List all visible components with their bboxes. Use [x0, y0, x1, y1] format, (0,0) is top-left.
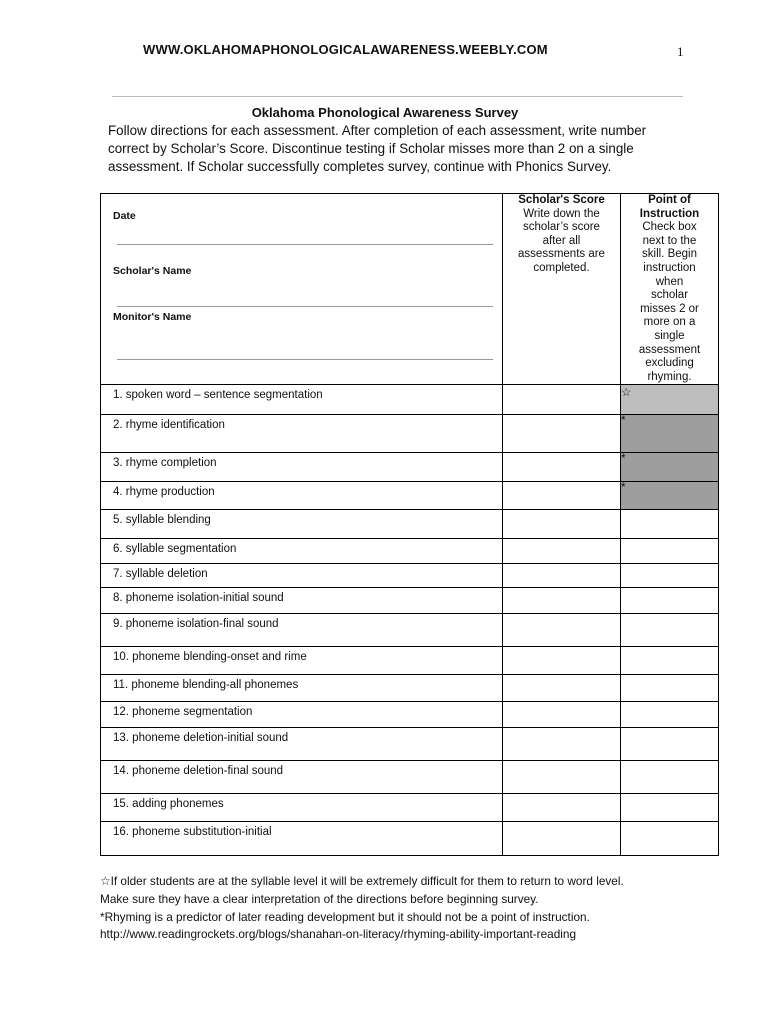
score-cell[interactable]: [503, 822, 621, 856]
poi-checkbox-cell[interactable]: [621, 588, 719, 614]
table-row: [101, 482, 719, 510]
asterisk-mark: *: [621, 415, 626, 428]
header-url: WWW.OKLAHOMAPHONOLOGICALAWARENESS.WEEBLY.COM: [143, 42, 548, 57]
table-row: [101, 588, 719, 614]
monitor-name-label: Monitor's Name: [113, 311, 192, 323]
table-row: [101, 822, 719, 856]
table-row: [101, 728, 719, 761]
score-cell[interactable]: [503, 385, 621, 415]
footnote-asterisk: *Rhyming is a predictor of later reading development but it should not be a point of instruction.: [100, 909, 590, 924]
skill-label: 11. phoneme blending-all phonemes: [101, 675, 503, 702]
skill-label: 9. phoneme isolation-final sound: [101, 614, 503, 647]
skill-label: 14. phoneme deletion-final sound: [101, 761, 503, 794]
table-row: [101, 510, 719, 539]
skill-label: 13. phoneme deletion-initial sound: [101, 728, 503, 761]
score-instruction-line: completed.: [533, 261, 590, 274]
score-cell[interactable]: [503, 614, 621, 647]
poi-instruction-line: next to the: [642, 234, 697, 247]
skill-label: 6. syllable segmentation: [101, 539, 503, 564]
scholar-info-cell: [101, 194, 503, 385]
header-divider: [112, 96, 683, 97]
skill-label: 1. spoken word – sentence segmentation: [101, 385, 503, 415]
poi-checkbox-cell[interactable]: [621, 539, 719, 564]
footnotes: [100, 873, 740, 944]
instructions-line: Follow directions for each assessment. After completion of each assessment, write number: [108, 123, 647, 138]
table-row: [101, 647, 719, 675]
score-cell[interactable]: [503, 794, 621, 822]
poi-instruction-line: more on a: [643, 316, 696, 329]
score-cell[interactable]: [503, 564, 621, 588]
score-instruction-line: after all: [542, 234, 581, 247]
poi-instruction-line: skill. Begin: [642, 248, 697, 261]
star-icon: ☆: [621, 387, 632, 400]
point-of-instruction-header: [621, 194, 719, 385]
skill-label: 12. phoneme segmentation: [101, 702, 503, 728]
poi-instruction-line: scholar: [650, 289, 689, 302]
poi-checkbox-cell[interactable]: [621, 510, 719, 539]
score-cell[interactable]: [503, 647, 621, 675]
asterisk-mark: *: [621, 453, 626, 466]
skill-label: 2. rhyme identification: [101, 415, 503, 453]
poi-instruction-line: when: [655, 275, 684, 288]
skill-label: 16. phoneme substitution-initial: [101, 822, 503, 856]
skill-label: 8. phoneme isolation-initial sound: [101, 588, 503, 614]
table-header-row: [101, 194, 719, 385]
score-instruction-line: Write down the: [523, 207, 600, 220]
poi-instruction-line: misses 2 or: [640, 302, 699, 315]
poi-checkbox-cell[interactable]: [621, 415, 719, 453]
instructions-line: correct by Scholar’s Score. Discontinue testing if Scholar misses more than 2 on a single: [108, 141, 634, 156]
score-cell[interactable]: [503, 510, 621, 539]
skill-label: 4. rhyme production: [101, 482, 503, 510]
poi-checkbox-cell[interactable]: [621, 385, 719, 415]
poi-checkbox-cell[interactable]: [621, 564, 719, 588]
score-cell[interactable]: [503, 675, 621, 702]
poi-title-line: Instruction: [639, 207, 700, 220]
poi-checkbox-cell[interactable]: [621, 614, 719, 647]
table-row: [101, 539, 719, 564]
skill-label: 3. rhyme completion: [101, 453, 503, 482]
table-row: [101, 415, 719, 453]
score-cell[interactable]: [503, 453, 621, 482]
date-label: Date: [113, 210, 136, 222]
page-number: 1: [677, 44, 684, 59]
score-instruction-line: scholar’s score: [523, 221, 600, 234]
poi-instruction-line: rhyming.: [647, 370, 692, 383]
poi-checkbox-cell[interactable]: [621, 647, 719, 675]
skill-label: 7. syllable deletion: [101, 564, 503, 588]
poi-checkbox-cell[interactable]: [621, 761, 719, 794]
score-instruction-line: assessments are: [518, 248, 605, 261]
poi-checkbox-cell[interactable]: [621, 822, 719, 856]
score-cell[interactable]: [503, 588, 621, 614]
scholar-name-label: Scholar's Name: [113, 265, 192, 277]
footnote-star-continued: Make sure they have a clear interpretation of the directions before beginning survey.: [100, 891, 539, 906]
poi-instruction-line: Check box: [642, 221, 697, 234]
scholar-score-header: [503, 194, 621, 385]
table-row: [101, 702, 719, 728]
table-row: [101, 794, 719, 822]
score-cell[interactable]: [503, 761, 621, 794]
score-cell[interactable]: [503, 482, 621, 510]
poi-instruction-line: single: [654, 329, 685, 342]
reference-link[interactable]: http://www.readingrockets.org/blogs/shanahan-on-literacy/rhyming-ability-important-reading: [100, 927, 577, 942]
poi-checkbox-cell[interactable]: [621, 794, 719, 822]
poi-instruction-line: instruction: [643, 261, 696, 274]
skill-label: 15. adding phonemes: [101, 794, 503, 822]
table-row: [101, 761, 719, 794]
table-row: [101, 675, 719, 702]
date-field[interactable]: [117, 244, 493, 245]
table-row: [101, 614, 719, 647]
poi-checkbox-cell[interactable]: [621, 453, 719, 482]
poi-checkbox-cell[interactable]: [621, 702, 719, 728]
monitor-name-field[interactable]: [117, 359, 493, 360]
poi-instruction-line: assessment: [638, 343, 701, 356]
poi-title-line: Point of: [648, 194, 691, 206]
score-cell[interactable]: [503, 539, 621, 564]
poi-checkbox-cell[interactable]: [621, 728, 719, 761]
table-row: [101, 564, 719, 588]
instructions: [108, 122, 708, 176]
poi-checkbox-cell[interactable]: [621, 675, 719, 702]
footnote-star: ☆If older students are at the syllable level it will be extremely difficult for them to return to word level.: [100, 874, 624, 888]
poi-instruction-line: excluding: [645, 357, 694, 370]
asterisk-mark: *: [621, 482, 626, 495]
skill-label: 10. phoneme blending-onset and rime: [101, 647, 503, 675]
skill-label: 5. syllable blending: [101, 510, 503, 539]
score-cell[interactable]: [503, 702, 621, 728]
scholar-score-title: Scholar's Score: [518, 194, 605, 206]
poi-checkbox-cell[interactable]: [621, 482, 719, 510]
scholar-name-field[interactable]: [117, 306, 493, 307]
score-cell[interactable]: [503, 728, 621, 761]
table-row: [101, 385, 719, 415]
survey-table: [100, 193, 719, 856]
document-title: Oklahoma Phonological Awareness Survey: [251, 105, 519, 120]
table-row: [101, 453, 719, 482]
score-cell[interactable]: [503, 415, 621, 453]
instructions-line: assessment. If Scholar successfully completes survey, continue with Phonics Survey.: [108, 159, 612, 174]
